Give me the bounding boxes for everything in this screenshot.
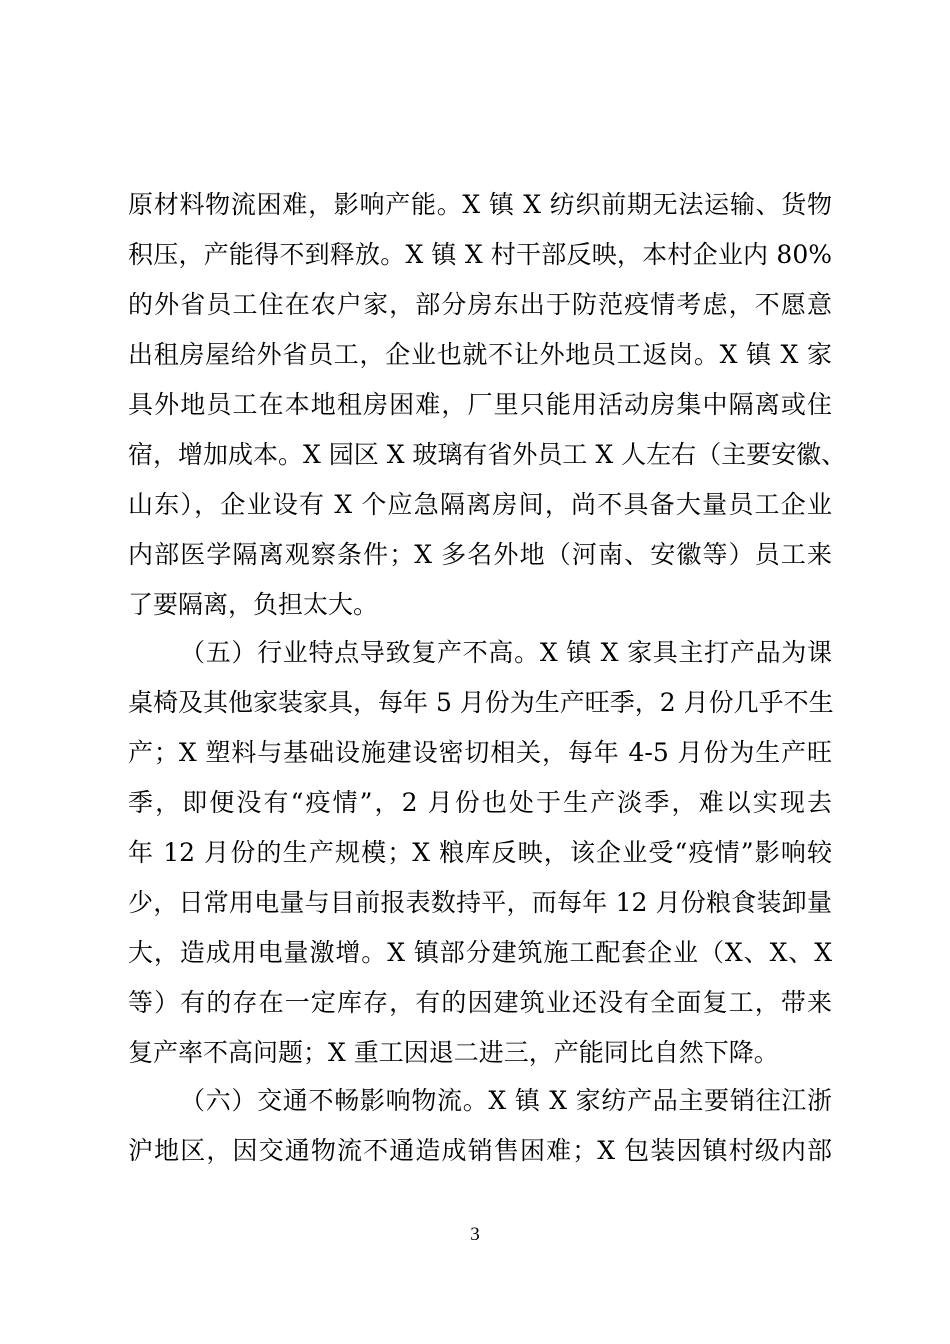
- text-line: 沪地区，因交通物流不通造成销售困难；X 包装因镇村级内部: [128, 1136, 832, 1165]
- text-line: 原材料物流困难，影响产能。X 镇 X 纺织前期无法运输、货物: [128, 190, 832, 219]
- text-line: 等）有的存在一定库存，有的因建筑业还没有全面复工，带来: [128, 988, 832, 1017]
- text-line: 大，造成用电量激增。X 镇部分建筑施工配套企业（X、X、X: [128, 938, 832, 967]
- text-line: 桌椅及其他家装家具，每年 5 月份为生产旺季，2 月份几乎不生: [128, 688, 834, 717]
- text-line: 了要隔离，负担太大。: [128, 590, 379, 619]
- text-line: 积压，产能得不到释放。X 镇 X 村干部反映，本村企业内 80%: [128, 240, 832, 269]
- text-line: 的外省员工住在农户家，部分房东出于防范疫情考虑，不愿意: [128, 290, 832, 319]
- text-line: 产；X 塑料与基础设施建设密切相关，每年 4-5 月份为生产旺: [128, 738, 832, 767]
- text-line: 内部医学隔离观察条件；X 多名外地（河南、安徽等）员工来: [128, 540, 832, 569]
- text-line: 山东），企业设有 X 个应急隔离房间，尚不具备大量员工企业: [128, 490, 832, 519]
- page-number: 3: [470, 1224, 480, 1245]
- section-heading-line: （五）行业特点导致复产不高。X 镇 X 家具主打产品为课: [180, 638, 832, 667]
- text-line: 出租房屋给外省员工，企业也就不让外地员工返岗。X 镇 X 家: [128, 340, 832, 369]
- text-line: 年 12 月份的生产规模；X 粮库反映，该企业受“疫情”影响较: [128, 838, 832, 867]
- text-line: 具外地员工在本地租房困难，厂里只能用活动房集中隔离或住: [128, 390, 832, 419]
- text-line: 宿，增加成本。X 园区 X 玻璃有省外员工 X 人左右（主要安徽、: [128, 440, 847, 469]
- text-line: 季，即便没有“疫情”，2 月份也处于生产淡季，难以实现去: [128, 788, 832, 817]
- section-heading-line: （六）交通不畅影响物流。X 镇 X 家纺产品主要销往江浙: [180, 1086, 832, 1115]
- text-line: 复产率不高问题；X 重工因退二进三，产能同比自然下降。: [128, 1038, 779, 1067]
- text-line: 少，日常用电量与目前报表数持平，而每年 12 月份粮食装卸量: [128, 888, 832, 917]
